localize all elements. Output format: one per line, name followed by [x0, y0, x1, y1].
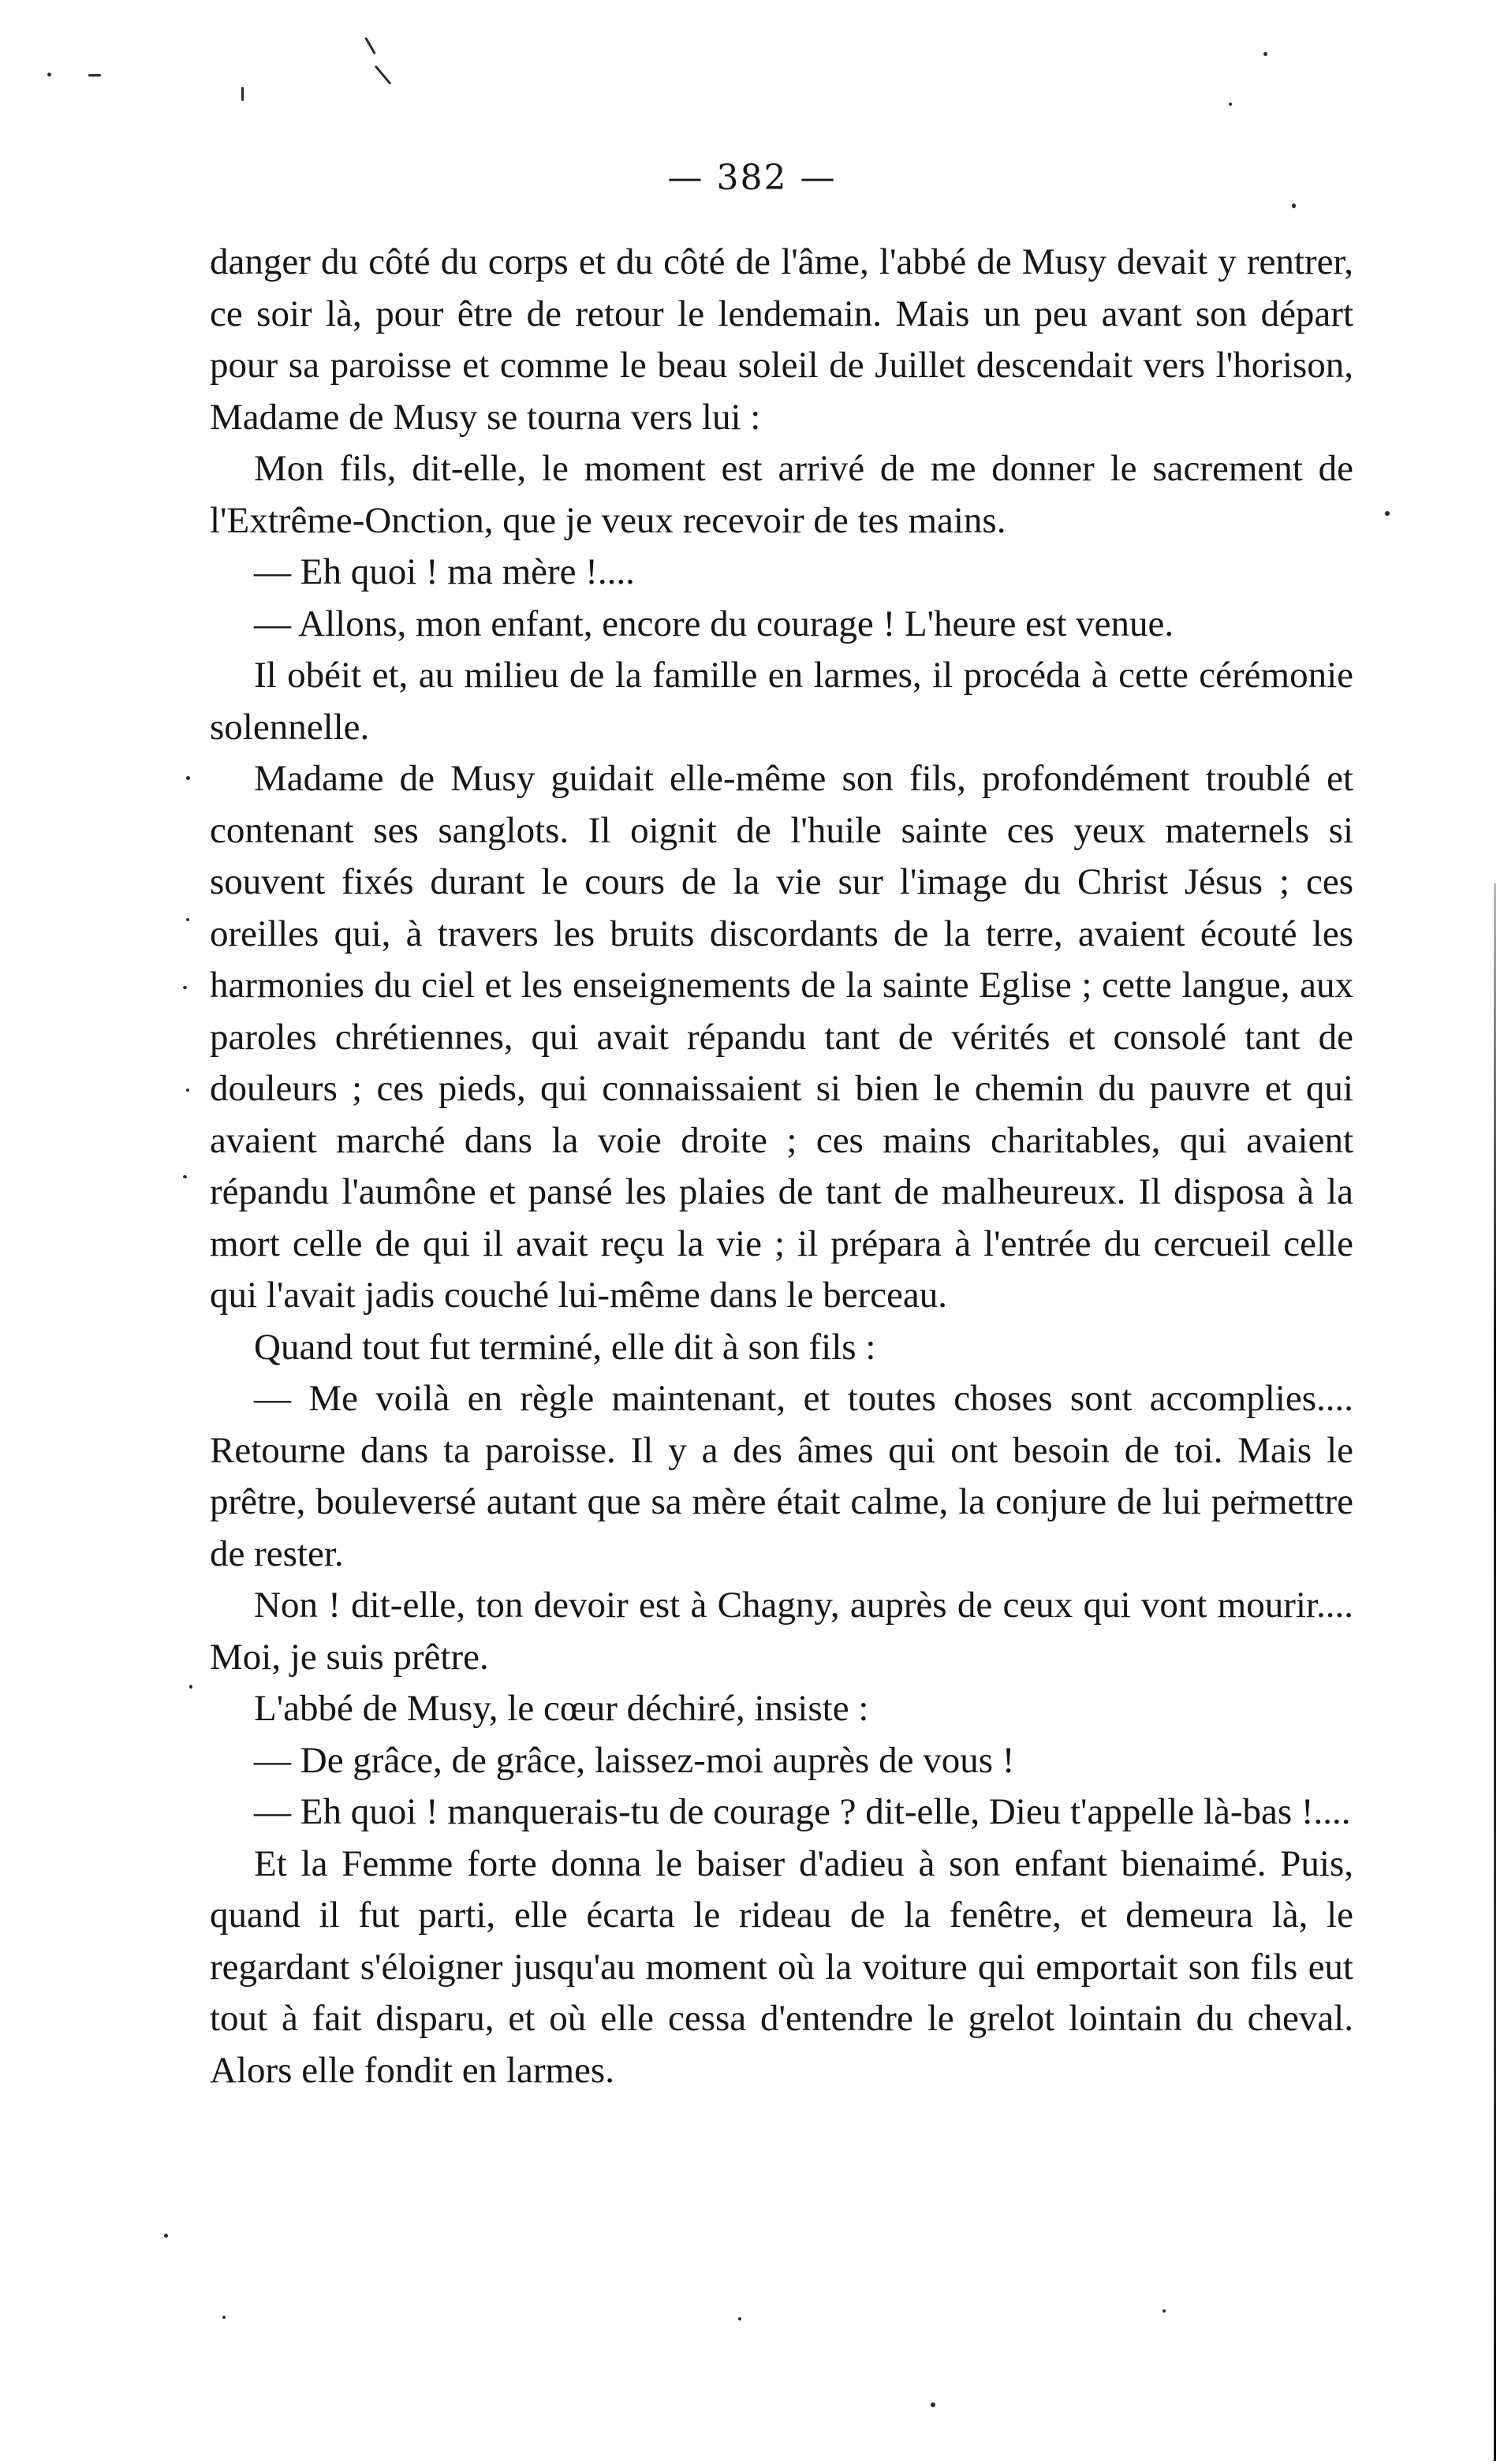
paragraph: Madame de Musy guidait elle-même son fils, profondément troublé et contenant ses sanglots. Il oignit de l'huile sainte ces yeux maternels si souvent fixés durant le cours de la vie sur l'image du Christ Jésus ; ces oreilles qui, à travers les bruits discordants de la terre, avaient écouté les harmonies du ciel et les enseignements de la sainte Eglise ; cette langue, aux paroles chrétiennes, qui avait répandu tant de vérités et consolé tant de douleurs ; ces pieds, qui connaissaient si bien le chemin du pauvre et qui avaient marché dans la voie droite ; ces mains charitables, qui avaient répandu l'aumône et pansé les plaies de tant de malheureux. Il disposa à la mort celle de qui il avait reçu la vie ; il prépara à l'entrée du cercueil celle qui l'avait jadis couché lui-même dans le berceau. — [210, 758, 1353, 1316]
paragraph: danger du côté du corps et du côté de l'âme, l'abbé de Musy devait y rentrer, ce soir là, pour être de retour le lendemain. Mais un peu avant son départ pour sa paroisse et comme le beau soleil de Juillet descendait vers l'horison, Madame de Musy se tourna vers lui : — [210, 241, 1353, 438]
ink-speck — [1163, 2309, 1166, 2313]
paragraph: — Me voilà en règle maintenant, et toutes choses sont accomplies.... Retourne dans ta paroisse. Il y a des âmes qui ont besoin de toi. Mais le prêtre, bouleversé autant que sa mère était calme, la conjure de lui permettre de rester. — [210, 1378, 1353, 1574]
page-number: — 382 — — [667, 158, 837, 198]
paragraph: Il obéit et, au milieu de la famille en larmes, il procéda à cette cérémonie solennelle. — [210, 655, 1353, 748]
ink-speck — [183, 986, 187, 989]
paragraph: Et la Femme forte donna le baiser d'adieu à son enfant bienaimé. Puis, quand il fut parti, elle écarta le rideau de la fenêtre, et demeura là, le regardant s'éloigner jusqu'au moment où la voiture qui emportait son fils eut tout à fait disparu, et où elle cessa d'entendre le grelot lointain du cheval. Alors elle fondit en larmes. — [210, 1842, 1353, 2091]
ink-speck — [186, 918, 189, 921]
paragraph: L'abbé de Musy, le cœur déchiré, insiste : — [254, 1688, 869, 1729]
ink-speck — [1385, 511, 1390, 516]
ink-speck — [738, 2317, 741, 2320]
body-text — [210, 237, 1353, 2096]
ink-speck — [375, 65, 392, 85]
paragraph: — Eh quoi ! ma mère !.... — [254, 551, 635, 592]
paragraph: Mon fils, dit-elle, le moment est arrivé de me donner le sacrement de l'Extrême-Onction, que je veux recevoir de tes mains. — [210, 448, 1353, 541]
paragraph: — De grâce, de grâce, laissez-moi auprès de vous ! — [254, 1739, 1015, 1781]
paragraph: — Eh quoi ! manquerais-tu de courage ? dit-elle, Dieu t'appelle là-bas !.... — [254, 1791, 1351, 1832]
ink-speck — [1229, 103, 1232, 106]
ink-speck — [88, 74, 101, 77]
ink-speck — [47, 73, 51, 77]
ink-speck — [931, 2402, 935, 2407]
paragraph: Non ! dit-elle, ton devoir est à Chagny, auprès de ceux qui vont mourir.... Moi, je suis prêtre. — [210, 1585, 1353, 1678]
paragraph: — Allons, mon enfant, encore du courage ! L'heure est venue. — [254, 603, 1174, 644]
paragraph: Quand tout fut terminé, elle dit à son fils : — [254, 1326, 876, 1368]
ink-speck — [1263, 52, 1267, 56]
ink-speck — [222, 2316, 226, 2319]
ink-speck — [186, 1088, 189, 1092]
ink-speck — [241, 87, 244, 101]
ink-speck — [183, 1175, 187, 1178]
ink-speck — [186, 776, 190, 780]
ink-speck — [189, 1685, 192, 1689]
page-edge-shadow — [1494, 883, 1496, 2461]
ink-speck — [364, 37, 376, 54]
ink-speck — [1292, 203, 1296, 208]
ink-speck — [164, 2234, 168, 2238]
